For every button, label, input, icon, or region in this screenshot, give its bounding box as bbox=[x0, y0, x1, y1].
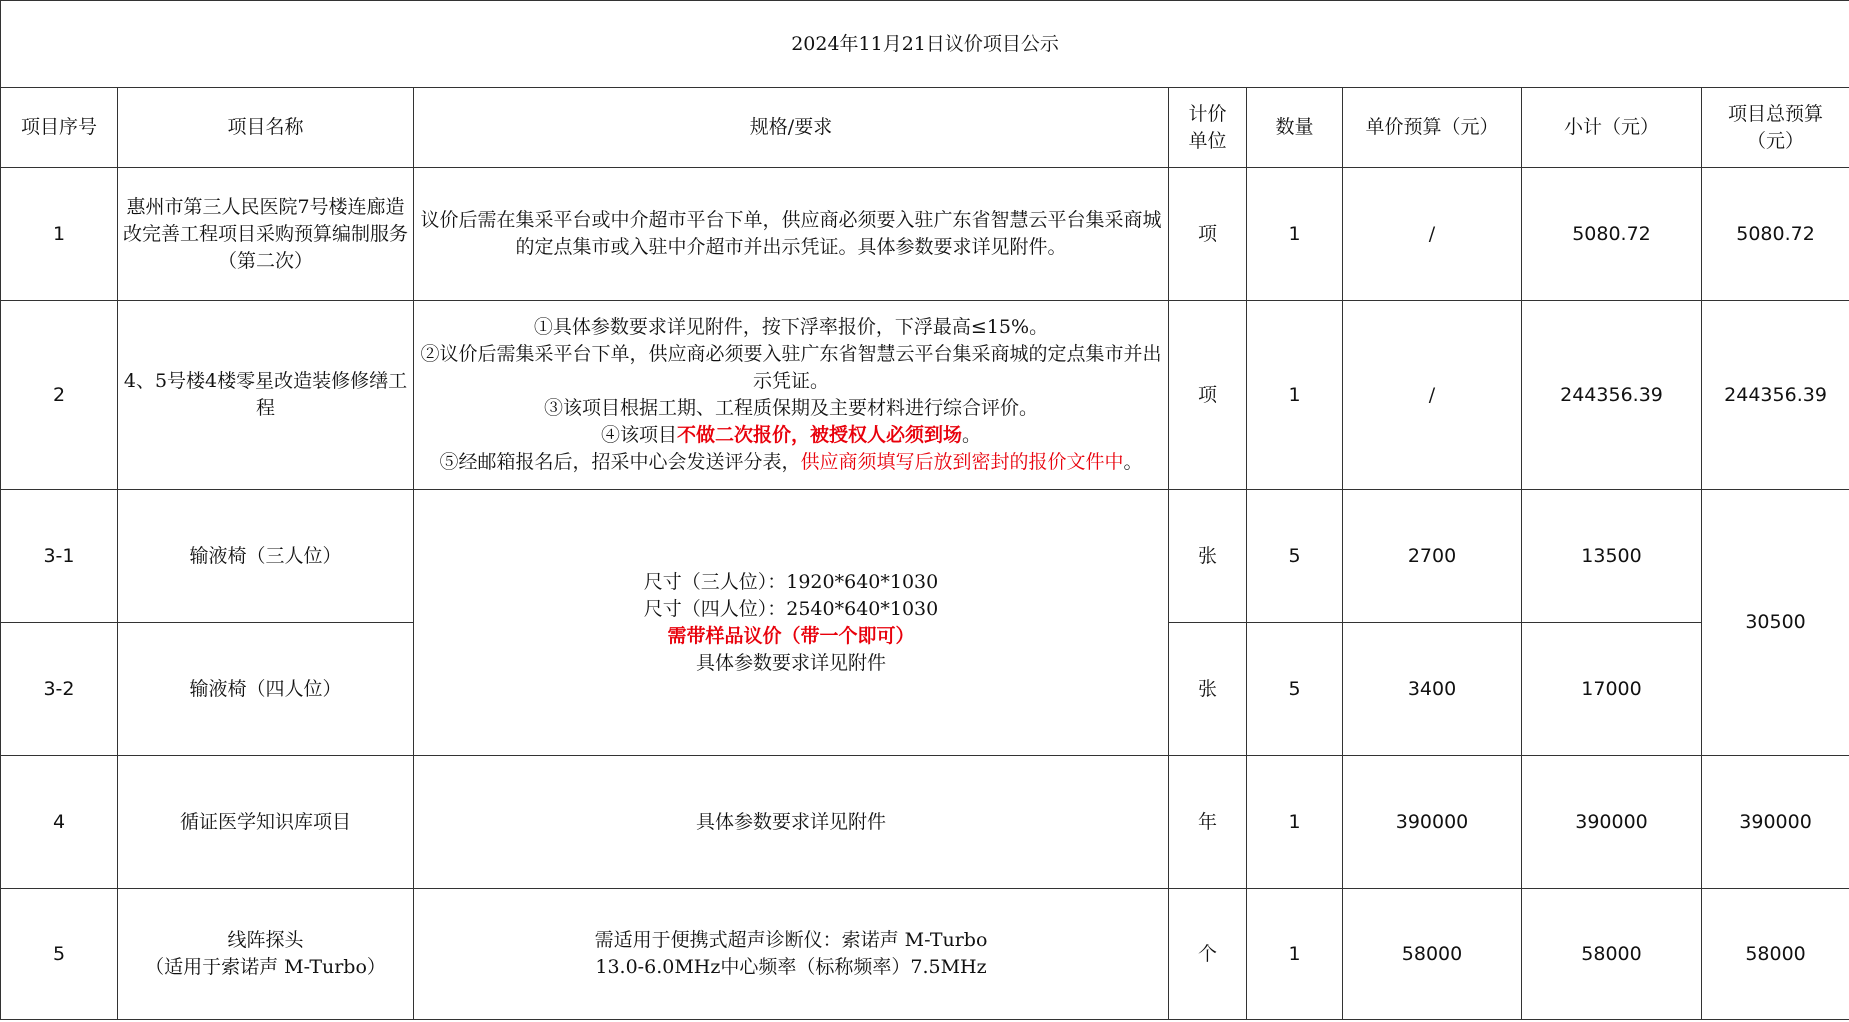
cell-subtotal: 244356.39 bbox=[1522, 301, 1702, 490]
cell-name bbox=[118, 889, 414, 1020]
header-spec: 规格/要求 bbox=[414, 88, 1169, 168]
cell-unit-price: / bbox=[1343, 168, 1522, 301]
table-row bbox=[1, 168, 1849, 301]
header-qty: 数量 bbox=[1247, 88, 1343, 168]
cell-unit-price: 3400 bbox=[1343, 623, 1522, 756]
header-row bbox=[1, 88, 1849, 168]
spec-text: 。 bbox=[1123, 451, 1143, 473]
spec-text: 。 bbox=[962, 424, 982, 446]
cell-subtotal: 5080.72 bbox=[1522, 168, 1702, 301]
cell-unit-price: 2700 bbox=[1343, 490, 1522, 623]
cell-qty: 5 bbox=[1247, 490, 1343, 623]
cell-seq: 1 bbox=[1, 168, 118, 301]
spec-highlight-red: 供应商须填写后放到密封的报价文件中 bbox=[800, 451, 1124, 473]
name-line: （适用于索诺声 M-Turbo） bbox=[145, 956, 386, 978]
header-total-line2: （元） bbox=[1747, 129, 1805, 152]
cell-total: 58000 bbox=[1702, 889, 1849, 1020]
cell-total: 244356.39 bbox=[1702, 301, 1849, 490]
table-row bbox=[1, 889, 1849, 1020]
cell-spec: 具体参数要求详见附件 bbox=[414, 756, 1169, 889]
cell-unit: 项 bbox=[1169, 168, 1247, 301]
cell-name: 输液椅（三人位） bbox=[118, 490, 414, 623]
header-seq: 项目序号 bbox=[1, 88, 118, 168]
cell-qty: 1 bbox=[1247, 168, 1343, 301]
cell-unit: 个 bbox=[1169, 889, 1247, 1020]
header-name: 项目名称 bbox=[118, 88, 414, 168]
spec-text: ⑤经邮箱报名后，招采中心会发送评分表， bbox=[439, 451, 801, 473]
table-row bbox=[1, 756, 1849, 889]
cell-qty: 1 bbox=[1247, 889, 1343, 1020]
header-total-line1: 项目总预算 bbox=[1728, 102, 1824, 125]
spec-line: 具体参数要求详见附件 bbox=[695, 651, 886, 674]
spec-line: 需适用于便携式超声诊断仪：索诺声 M-Turbo bbox=[594, 929, 988, 951]
name-line: 线阵探头 bbox=[227, 929, 304, 951]
cell-subtotal: 58000 bbox=[1522, 889, 1702, 1020]
spec-line: 13.0-6.0MHz中心频率（标称频率）7.5MHz bbox=[595, 956, 987, 978]
cell-spec bbox=[414, 301, 1169, 490]
table-row bbox=[1, 301, 1849, 490]
cell-unit: 年 bbox=[1169, 756, 1247, 889]
header-unit bbox=[1169, 88, 1247, 168]
header-unit-price: 单价预算（元） bbox=[1343, 88, 1522, 168]
cell-unit: 项 bbox=[1169, 301, 1247, 490]
cell-total: 5080.72 bbox=[1702, 168, 1849, 301]
header-unit-line1: 计价 bbox=[1188, 102, 1227, 125]
spec-line: 尺寸（四人位）：2540*640*1030 bbox=[643, 597, 939, 620]
table-row bbox=[1, 490, 1849, 623]
header-subtotal: 小计（元） bbox=[1522, 88, 1702, 168]
spec-line: ①具体参数要求详见附件，按下浮率报价，下浮最高≤15%。 bbox=[533, 316, 1049, 338]
cell-unit: 张 bbox=[1169, 490, 1247, 623]
cell-unit: 张 bbox=[1169, 623, 1247, 756]
cell-name: 循证医学知识库项目 bbox=[118, 756, 414, 889]
spec-line bbox=[418, 449, 1164, 476]
cell-name: 输液椅（四人位） bbox=[118, 623, 414, 756]
spec-highlight-red: 不做二次报价，被授权人必须到场 bbox=[676, 424, 962, 446]
header-unit-line2: 单位 bbox=[1188, 129, 1227, 152]
cell-unit-price: / bbox=[1343, 301, 1522, 490]
spec-line: ③该项目根据工期、工程质保期及主要材料进行综合评价。 bbox=[543, 397, 1038, 419]
cell-spec bbox=[414, 889, 1169, 1020]
cell-total-merged: 30500 bbox=[1702, 490, 1849, 756]
cell-unit-price: 390000 bbox=[1343, 756, 1522, 889]
spec-line: 尺寸（三人位）：1920*640*1030 bbox=[643, 570, 939, 593]
cell-subtotal: 390000 bbox=[1522, 756, 1702, 889]
cell-subtotal: 17000 bbox=[1522, 623, 1702, 756]
cell-qty: 1 bbox=[1247, 756, 1343, 889]
cell-qty: 1 bbox=[1247, 301, 1343, 490]
cell-qty: 5 bbox=[1247, 623, 1343, 756]
cell-spec-merged bbox=[414, 490, 1169, 756]
cell-seq: 5 bbox=[1, 889, 118, 1020]
cell-seq: 2 bbox=[1, 301, 118, 490]
cell-spec: 议价后需在集采平台或中介超市平台下单，供应商必须要入驻广东省智慧云平台集采商城的定点集市或入驻中介超市并出示凭证。具体参数要求详见附件。 bbox=[414, 168, 1169, 301]
cell-seq: 3-2 bbox=[1, 623, 118, 756]
cell-seq: 4 bbox=[1, 756, 118, 889]
cell-subtotal: 13500 bbox=[1522, 490, 1702, 623]
cell-seq: 3-1 bbox=[1, 490, 118, 623]
spec-line bbox=[418, 422, 1164, 449]
cell-name: 惠州市第三人民医院7号楼连廊造改完善工程项目采购预算编制服务（第二次） bbox=[118, 168, 414, 301]
cell-unit-price: 58000 bbox=[1343, 889, 1522, 1020]
cell-total: 390000 bbox=[1702, 756, 1849, 889]
spec-highlight-red: 需带样品议价（带一个即可） bbox=[667, 624, 915, 647]
page-title: 2024年11月21日议价项目公示 bbox=[1, 1, 1849, 88]
cell-name: 4、5号楼4楼零星改造装修修缮工程 bbox=[118, 301, 414, 490]
spec-text: ④该项目 bbox=[600, 424, 677, 446]
title-row bbox=[1, 1, 1849, 88]
spec-line: ②议价后需集采平台下单，供应商必须要入驻广东省智慧云平台集采商城的定点集市并出示凭证。 bbox=[420, 343, 1162, 392]
header-total bbox=[1702, 88, 1849, 168]
